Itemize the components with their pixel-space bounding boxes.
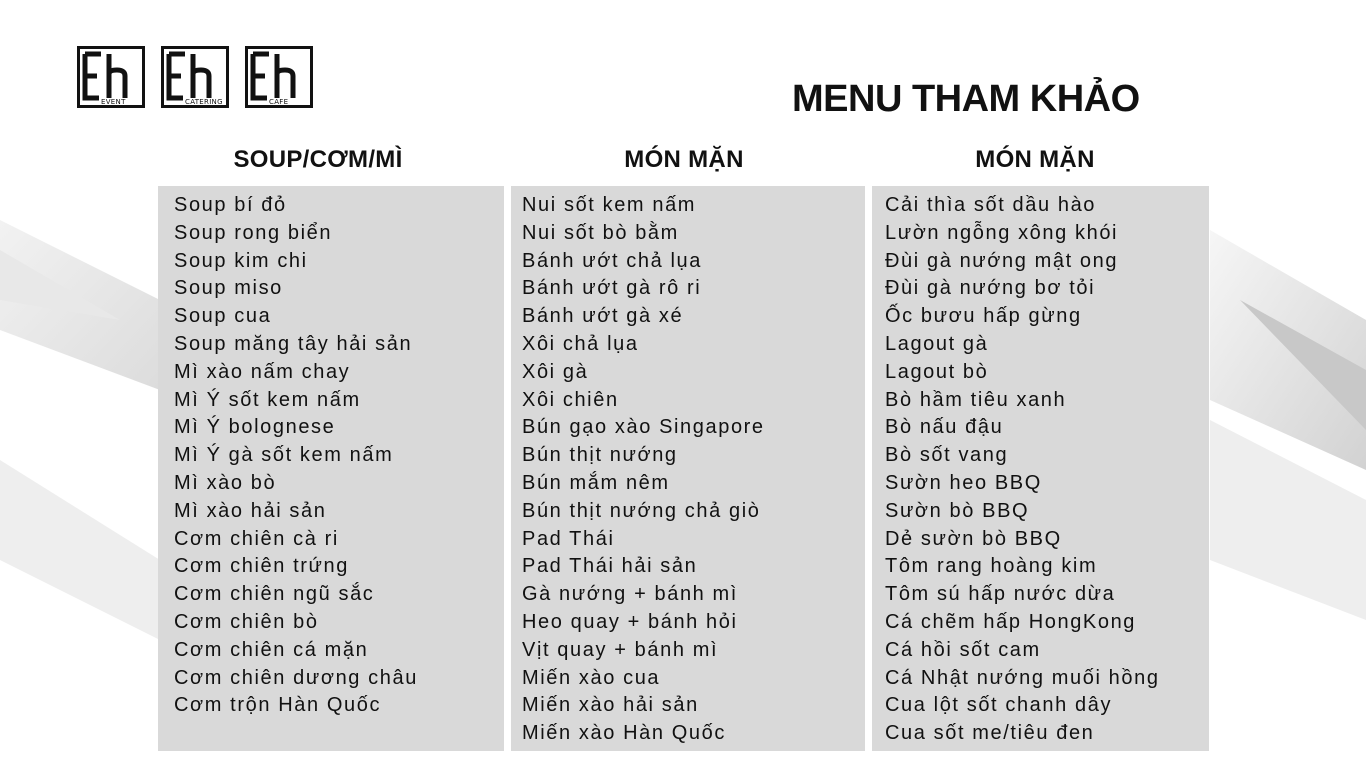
menu-item: Cá Nhật nướng muối hồng <box>885 666 1160 689</box>
menu-item: Xôi gà <box>522 360 589 383</box>
menu-item: Mì Ý gà sốt kem nấm <box>174 444 394 467</box>
menu-item: Xôi chả lụa <box>522 333 639 355</box>
menu-item: Mì xào hải sản <box>174 499 327 522</box>
menu-item: Cải thìa sốt dầu hào <box>885 194 1097 216</box>
menu-item: Bún thịt nướng chả giò <box>522 499 761 522</box>
menu-item: Miến xào cua <box>522 666 661 689</box>
menu-item: Pad Thái hải sản <box>522 555 698 578</box>
menu-item: Cua lột sốt chanh dây <box>885 694 1113 717</box>
logo-caption: CAFE <box>269 98 289 106</box>
menu-item: Lagout bò <box>885 360 989 383</box>
menu-item: Cơm chiên cà ri <box>174 527 339 550</box>
menu-item: Sườn heo BBQ <box>885 472 1042 494</box>
menu-item: Mì Ý bolognese <box>174 416 336 439</box>
menu-item: Soup rong biển <box>174 221 333 244</box>
menu-item: Lườn ngỗng xông khói <box>885 221 1119 244</box>
logo-caption: CATERING <box>185 98 223 106</box>
menu-item: Bánh ướt gà xé <box>522 305 684 328</box>
menu-item: Bò sốt vang <box>885 444 1009 467</box>
menu-item: Đùi gà nướng bơ tỏi <box>885 277 1096 300</box>
menu-item: Xôi chiên <box>522 388 619 411</box>
menu-item: Bún gạo xào Singapore <box>522 416 765 439</box>
logo-caption: EVENT <box>101 98 126 106</box>
menu-item: Soup miso <box>174 277 283 300</box>
menu-item: Cua sốt me/tiêu đen <box>885 722 1095 745</box>
menu-item: Tôm rang hoàng kim <box>885 555 1098 578</box>
menu-item: Mì Ý sốt kem nấm <box>174 388 361 411</box>
menu-item: Nui sốt bò bằm <box>522 221 679 244</box>
menu-item: Gà nướng + bánh mì <box>522 583 738 606</box>
menu-item: Cá chẽm hấp HongKong <box>885 611 1137 633</box>
menu-item: Tôm sú hấp nước dừa <box>885 583 1116 606</box>
menu-item: Sườn bò BBQ <box>885 499 1030 522</box>
menu-item: Mì xào bò <box>174 472 277 494</box>
menu-item: Ốc bươu hấp gừng <box>885 305 1082 328</box>
menu-item: Bún thịt nướng <box>522 444 678 467</box>
menu-item: Cơm chiên ngũ sắc <box>174 583 375 606</box>
menu-item: Cơm trộn Hàn Quốc <box>174 694 382 717</box>
menu-item: Miến xào hải sản <box>522 694 699 717</box>
menu-item: Soup măng tây hải sản <box>174 333 413 355</box>
menu-item: Cá hồi sốt cam <box>885 638 1041 661</box>
menu-item: Soup bí đỏ <box>174 194 287 216</box>
logo-catering <box>161 46 229 108</box>
menu-item: Bánh ướt chả lụa <box>522 249 702 272</box>
column-header-mon-man-1: MÓN MẶN <box>624 146 744 173</box>
menu-item: Soup kim chi <box>174 249 308 272</box>
menu-item: Cơm chiên dương châu <box>174 666 418 689</box>
menu-item: Miến xào Hàn Quốc <box>522 722 726 745</box>
menu-item: Bò nấu đậu <box>885 416 1004 439</box>
column-header-mon-man-2: MÓN MẶN <box>975 146 1095 173</box>
menu-item: Dẻ sườn bò BBQ <box>885 527 1062 550</box>
menu-item: Lagout gà <box>885 333 989 355</box>
logo-group <box>77 46 313 108</box>
menu-item: Pad Thái <box>522 527 615 550</box>
menu-item: Bò hầm tiêu xanh <box>885 388 1067 411</box>
menu-item: Bánh ướt gà rô ri <box>522 277 702 300</box>
logo-cafe <box>245 46 313 108</box>
menu-item: Cơm chiên cá mặn <box>174 638 369 661</box>
menu-item: Cơm chiên bò <box>174 611 319 633</box>
menu-item: Cơm chiên trứng <box>174 555 349 578</box>
menu-item: Nui sốt kem nấm <box>522 194 697 216</box>
menu-item: Đùi gà nướng mật ong <box>885 249 1119 272</box>
page-title: MENU THAM KHẢO <box>792 78 1140 120</box>
logo-event <box>77 46 145 108</box>
column-header-soup: SOUP/CƠM/MÌ <box>233 146 403 173</box>
menu-item: Soup cua <box>174 305 272 328</box>
menu-item: Vịt quay + bánh mì <box>522 638 719 661</box>
menu-item: Bún mắm nêm <box>522 472 670 494</box>
menu-item: Heo quay + bánh hỏi <box>522 611 738 633</box>
menu-item: Mì xào nấm chay <box>174 360 351 383</box>
